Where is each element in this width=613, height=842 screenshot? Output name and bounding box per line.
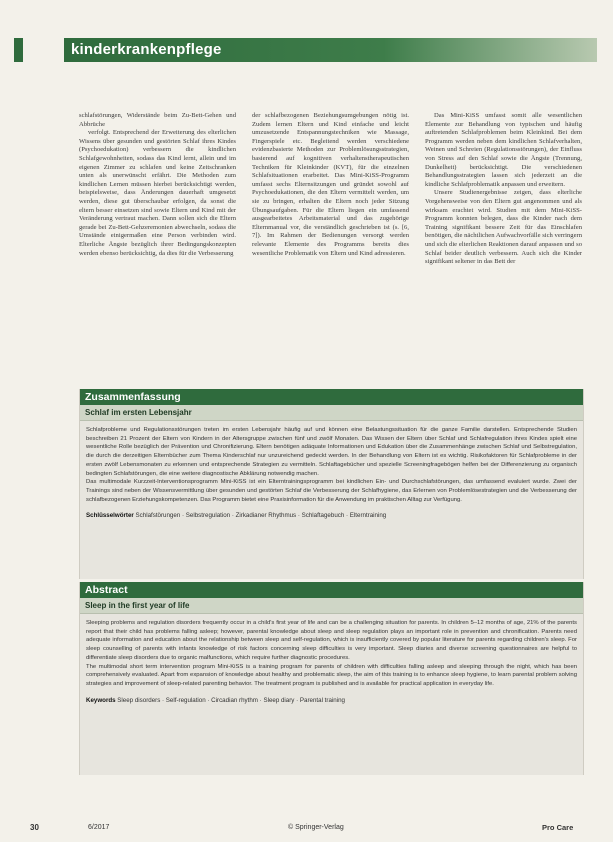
zusammenfassung-heading-bar	[80, 389, 583, 405]
column-1	[79, 112, 236, 387]
column-3-paragraph-1: Das Mini-KiSS umfasst somit alle wesentlichen Elemente zur Behandlung von typischen und häufig auftretenden Schlafproblemen beim Kleinkind. Bei dem Programm werden neben dem kindlichen Schlafverhalten, Weinen und Schreien (Regulationsstörungen), der Einfluss von Stress auf den Schlaf sowie die Ängste (Trennung, Dunkelheit) berücksichtigt. Die verschiedenen Behandlungsstrategien lassen sich jederzeit an die kindliche Schlafproblematik anpassen und erweitern.	[425, 112, 582, 188]
column-1-paragraph-1: schlafstörungen, Widerstände beim Zu-Bett-Gehen und Abbrüche	[79, 112, 236, 128]
publisher-credit: © Springer-Verlag	[288, 824, 344, 831]
zusammenfassung-heading: Zusammenfassung	[85, 391, 181, 403]
zusammenfassung-subheading-bar	[80, 405, 583, 421]
zusammenfassung-body	[80, 421, 583, 504]
zusammenfassung-keywords-text: Schlafstörungen · Selbstregulation · Zirkadianer Rhythmus · Schlaftagebuch · Elterntraining	[135, 512, 387, 520]
zusammenfassung-keywords-label: Schlüsselwörter	[86, 512, 136, 520]
column-3-paragraph-2: Unsere Studienergebnisse zeigen, dass elterliche Vorgehensweise von den Eltern gut angenommen und als wirksam erachtet wird. Studien mit dem Mini-KiSS-Programm konnten belegen, dass die Kinder nach dem Training signifikant bessere Zeit für das Einschlafen benötigen, die nächtlichen Aufwachvorfälle sich verringern und sich die elterlichen Reaktionen darauf anpassen und so Schlaf beider deutlich verbessern. Auch sich die Kinder signifikant seltener in das Bett der	[425, 189, 582, 266]
column-1-paragraph-2: verfolgt. Entsprechend der Erweiterung des elterlichen Wissens über gesunden und gestörten Schlaf ihres Kindes (Psychoedukation) verbessern die kindlichen Schlafgewohnheiten, sodass das Kind lernt, allein und im eigenen Zimmer zu schlafen und keine Zeitschranken unten als unerwünscht erfährt. Die Methoden zum kindlichen Lernen müssen hierbei berücksichtigt werden, beispielsweise, dass Änderungen dauerhaft umgesetzt werden, diese gut überschaubar erfolgen, da sonst die eltern besser einsetzen sind sowie Eltern und Kind mit der Veränderung vertraut machen. Dann sollen sich die Eltern gerade bei Zu-Bett-Gehzeremonien abwechseln, sodass die Umstände einigermaßen eine Person verbinden wird. Elterliche Ängste bezüglich ihrer Bedingungskonzepten werden ebenso berücksichtig, da dies für die Verbesserung	[79, 129, 236, 257]
article-columns	[79, 112, 582, 387]
abstract-keywords	[80, 689, 583, 708]
abstract-subheading: Sleep in the first year of life	[85, 601, 190, 610]
page-footer	[30, 823, 590, 835]
abstract-keywords-text: Sleep disorders · Self-regulation · Circadian rhythm · Sleep diary · Parental training	[117, 696, 345, 704]
abstract-heading-bar	[80, 582, 583, 598]
section-title: kinderkrankenpflege	[71, 41, 222, 58]
abstract-box	[79, 582, 584, 775]
journal-brand: Pro Care	[542, 823, 574, 832]
zusammenfassung-paragraph-2: Das multimodale Kurzzeit-Interventionsprogramm Mini-KiSS ist ein Elterntrainingsprogramm bei kindlichen Ein- und Durchschlafstörungen, das umfassend evaluiert wurde. Zwei der Trainings sind neben der Wissensvermittlung über gesunden und gestörten Schlaf die Verbesserung der Schlafhygiene, das Erlernen von Problemlösestrategien und die Verbesserung der schlafbezogenen Erziehungskompetenzen. Das Programm bietet eine Praxisinformation für die Anwendung im praktischen Alltag zur Verfügung.	[86, 479, 577, 503]
section-header	[64, 38, 597, 62]
zusammenfassung-subheading: Schlaf im ersten Lebensjahr	[85, 408, 192, 417]
zusammenfassung-paragraph-1: Schlafprobleme und Regulationsstörungen treten im ersten Lebensjahr häufig auf und können eine Belastungssituation für die ganze Familie darstellen. Entsprechende Studien beschreiben 21 Prozent der Eltern von Kindern in der Altersgruppe zwischen fünf und zwölf Monaten. Das Wissen der Eltern über Schlaf und Schlafregulation ihres Kindes spielt eine wesentliche Rolle bezüglich der Prävention und Chronifizierung. Eltern benötigen adäquate Informationen und Edukation über die Zusammenhänge zwischen Schlaf und Selbstregulation, die durch die derzeitigen Elternbücher zum Thema Kinderschlaf nur unzureichend gedeckt werden. In der Behandlung von Eltern ist es wichtig. Risikofaktoren für Schlafprobleme in der ersten zwölf Lebensmonaten zu erkennen und entsprechende Strategien zu vermitteln. Schlaftagebücher und spezielle Screeningfragebögen helfen bei der Differenzierung zu organisch bedingten Schlafstörungen, die eine weitere diagnostische Abklärung notwendig machen.	[86, 427, 577, 477]
column-2-paragraph-1: der schlafbezogenen Beziehungsumgebungen nötig ist. Zudem lernen Eltern und Kind einfache und leicht umzusetzende Entspannungstechniken wie Massage, Fingerspiele etc. Begleitend werden verschiedene evidenzbasierte Methoden zur Problemlösungsstrategien, basierend auf kognitiven verhaltenstherapeutischen Techniken für Kleinkinder (KVT), für die einzelnen Schlafsituationen erarbeitet. Das Mini-KiSS-Programm umfasst sechs Elternsitzungen und gründet sowohl auf Psychoedukationen, die den Eltern vermittelt werden, um sie zu bringen, erhalten die Eltern noch jeder Sitzung Übungsaufgaben. Für die Eltern liegen ein umfassend ausgearbeitetes Arbeitsmaterial und das zugehörige Elternmanual vor, die verständlich geschrieben ist (s. [6, 7]). Im Rahmen der Bedienungen versorgt werden relevante Elemente des Programms bereits dies wesentliche Problematik von Eltern und Kind adressieren.	[252, 112, 409, 257]
column-2	[252, 112, 409, 387]
abstract-subheading-bar	[80, 598, 583, 614]
zusammenfassung-keywords	[80, 504, 583, 523]
section-marker	[14, 38, 23, 62]
abstract-keywords-label: Keywords	[86, 696, 118, 704]
column-3	[425, 112, 582, 387]
issue-number: 6/2017	[88, 824, 110, 831]
page-number: 30	[30, 823, 39, 832]
zusammenfassung-box	[79, 389, 584, 579]
abstract-heading: Abstract	[85, 584, 128, 596]
abstract-paragraph-1: Sleeping problems and regulation disorders frequently occur in a child's first year of life and can be a challenging situation for parents. In children 5–12 months of age, 21% of the parents report that their child has problems falling asleep; however, parental knowledge about sleep and sleep regulation plays an important role in prevention and chronification. Parents need adequate information and education about the relationship between sleep and self-regulation, which is insufficiently covered by popular literature for parents regarding children's sleep. For sleep counselling of parents with infants knowledge of risk factors concerning sleep difficulties is very important. Sleep diaries and diverse screening questionnaires are helpful to differentiate sleep disorders due to organic malfunctions, which require further diagnostic procedures.	[86, 620, 577, 661]
abstract-body	[80, 614, 583, 689]
abstract-paragraph-2: The multimodal short term intervention program Mini-KiSS is a training program for parents of children with difficulties falling asleep and sleeping through the night, which has been comprehensively evaluated. Apart from expansion of knowledge about healthy and problematic sleep, the aim of this training is to enhance sleep hygiene, to learn parental problem solving strategies and improvement of sleep-related parenting behavior. The treatment program is published and is available for practical application in everyday life.	[86, 663, 577, 687]
